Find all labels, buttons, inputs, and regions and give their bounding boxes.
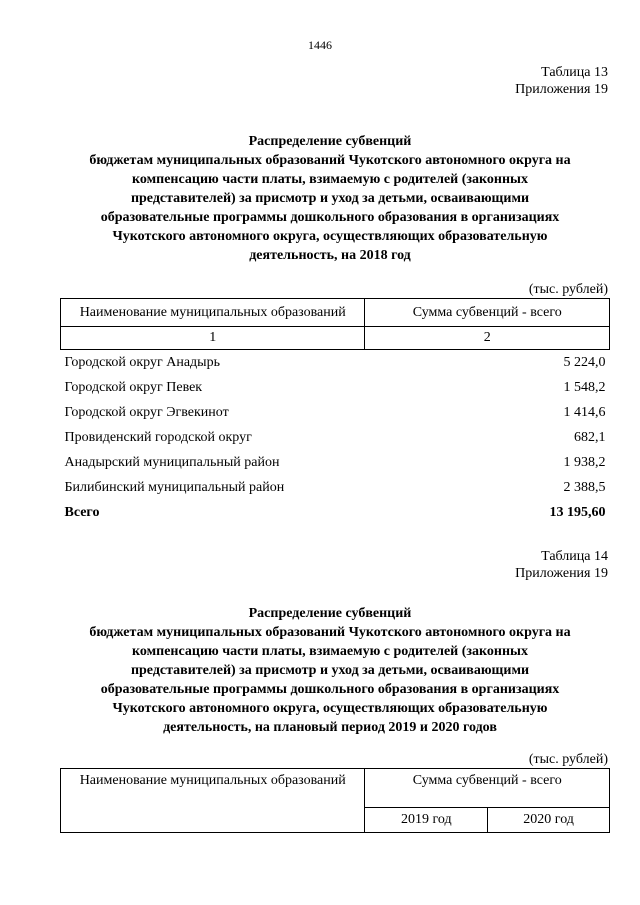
table-row xyxy=(61,475,610,500)
column-header-sum: Сумма субвенций - всего xyxy=(365,299,610,327)
column-number: 2 xyxy=(365,327,610,350)
year-2019-header: 2019 год xyxy=(365,808,488,833)
table-row xyxy=(61,450,610,475)
table13-title-line: представителей) за присмотр и уход за детьми, осваивающими xyxy=(130,191,530,206)
subvention-value: 5 224,0 xyxy=(563,354,606,370)
table14-title xyxy=(60,604,600,737)
table13-units: (тыс. рублей) xyxy=(528,282,608,297)
year-2020-header: 2020 год xyxy=(488,808,610,833)
table14-reference xyxy=(515,548,608,582)
column-header-sum: Сумма субвенций - всего xyxy=(365,769,610,808)
table14-title-line: деятельность, на плановый период 2019 и 2020 годов xyxy=(163,720,497,735)
municipality-name: Провиденский городской округ xyxy=(64,429,252,445)
subvention-value: 1 938,2 xyxy=(563,454,606,470)
subvention-value: 682,1 xyxy=(574,429,606,445)
table13-title-line: бюджетам муниципальных образований Чукотского автономного округа на xyxy=(89,153,571,168)
table13-header-row xyxy=(61,299,610,327)
table14-title-line: образовательные программы дошкольного образования в организациях xyxy=(100,682,560,697)
table14-ref-line2: Приложения 19 xyxy=(515,566,608,581)
table14-units: (тыс. рублей) xyxy=(528,752,608,767)
subvention-value: 1 548,2 xyxy=(563,379,606,395)
table13-title-line: Распределение субвенций xyxy=(248,134,412,149)
municipality-name: Билибинский муниципальный район xyxy=(64,479,285,495)
table14-title-line: представителей) за присмотр и уход за детьми, осваивающими xyxy=(130,663,530,678)
column-number: 1 xyxy=(61,327,365,350)
table13-title-line: компенсацию части платы, взимаемую с родителей (законных xyxy=(132,172,528,187)
table13-title xyxy=(60,132,600,265)
table13-title-line: образовательные программы дошкольного образования в организациях xyxy=(100,210,560,225)
table13-title-line: Чукотского автономного округа, осуществляющих образовательную xyxy=(112,229,548,244)
municipality-name: Анадырский муниципальный район xyxy=(64,454,280,470)
table14 xyxy=(60,768,610,833)
table13 xyxy=(60,298,610,525)
table14-title-line: бюджетам муниципальных образований Чукотского автономного округа на xyxy=(89,625,571,640)
column-header-name: Наименование муниципальных образований xyxy=(61,769,365,833)
table-row xyxy=(61,350,610,376)
subvention-value: 1 414,6 xyxy=(563,404,606,420)
table14-header-row xyxy=(61,769,610,808)
table-row xyxy=(61,375,610,400)
column-header-name: Наименование муниципальных образований xyxy=(61,299,365,327)
table14-ref-line1: Таблица 14 xyxy=(541,549,608,564)
subvention-value: 2 388,5 xyxy=(563,479,606,495)
total-label: Всего xyxy=(64,504,100,520)
table-row xyxy=(61,425,610,450)
table13-column-numbers xyxy=(61,327,610,350)
municipality-name: Городской округ Анадырь xyxy=(64,354,220,370)
table14-title-line: Чукотского автономного округа, осуществляющих образовательную xyxy=(112,701,548,716)
table-row xyxy=(61,400,610,425)
page-number: 1446 xyxy=(308,38,332,52)
total-value: 13 195,60 xyxy=(549,504,606,520)
table14-title-line: Распределение субвенций xyxy=(248,606,412,621)
table13-ref-line1: Таблица 13 xyxy=(541,65,608,80)
table13-reference xyxy=(515,64,608,98)
table13-total-row xyxy=(61,500,610,525)
municipality-name: Городской округ Певек xyxy=(64,379,203,395)
table13-ref-line2: Приложения 19 xyxy=(515,82,608,97)
table14-title-line: компенсацию части платы, взимаемую с родителей (законных xyxy=(132,644,528,659)
table13-title-line: деятельность, на 2018 год xyxy=(249,248,411,263)
municipality-name: Городской округ Эгвекинот xyxy=(64,404,229,420)
